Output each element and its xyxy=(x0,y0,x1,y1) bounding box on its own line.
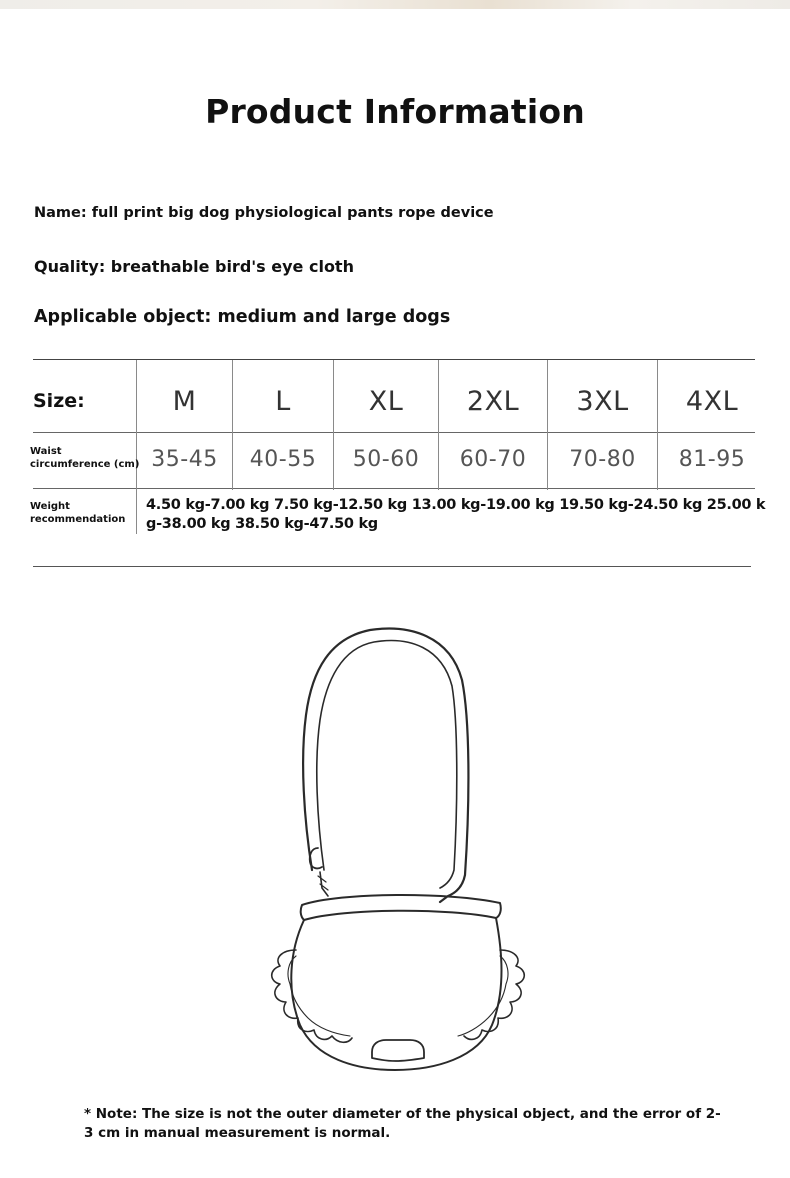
size-row-label: Size: xyxy=(33,390,85,412)
waist-label-line2: circumference (cm) xyxy=(30,459,140,470)
waist-cell-3xl: 70-80 xyxy=(569,447,636,472)
weight-label-line1: Weight xyxy=(30,501,70,512)
size-cell-2xl: 2XL xyxy=(466,386,520,417)
product-name: Name: full print big dog physiological pants rope device xyxy=(34,205,494,221)
weight-row-label xyxy=(30,500,125,526)
waist-cell-xl: 50-60 xyxy=(352,447,420,472)
size-cell-m: M xyxy=(172,386,197,417)
size-cell-l: L xyxy=(275,386,291,417)
waist-cell-2xl: 60-70 xyxy=(459,447,527,472)
waist-cell-l: 40-55 xyxy=(249,447,317,472)
waist-label-line1: Waist xyxy=(30,446,62,457)
table-row-divider xyxy=(33,488,755,489)
table-top-border xyxy=(33,359,755,360)
waist-row-label xyxy=(30,445,139,471)
size-cell-3xl: 3XL xyxy=(576,386,629,417)
page-title: Product Information xyxy=(205,92,585,131)
product-quality: Quality: breathable bird's eye cloth xyxy=(34,257,354,276)
waist-cell-4xl: 81-95 xyxy=(678,447,746,472)
measurement-note: * Note: The size is not the outer diameter of the physical object, and the error of 2-3 cm in manual measurement is normal. xyxy=(84,1106,721,1141)
size-cell-xl: XL xyxy=(368,386,404,417)
size-cell-4xl: 4XL xyxy=(685,386,739,417)
weight-recommendation-values: 4.50 kg-7.00 kg 7.50 kg-12.50 kg 13.00 kg-19.00 kg 19.50 kg-24.50 kg 25.00 kg-38.00 kg 38.50 kg-47.50 kg xyxy=(146,497,766,532)
top-decorative-band xyxy=(0,0,790,9)
product-applicable-object: Applicable object: medium and large dogs xyxy=(34,307,451,327)
weight-label-line2: recommendation xyxy=(30,514,126,525)
table-row-divider xyxy=(33,432,755,433)
dog-physiological-pants-with-strap-icon xyxy=(260,620,530,1080)
waist-cell-m: 35-45 xyxy=(151,447,218,472)
section-divider xyxy=(33,566,751,567)
